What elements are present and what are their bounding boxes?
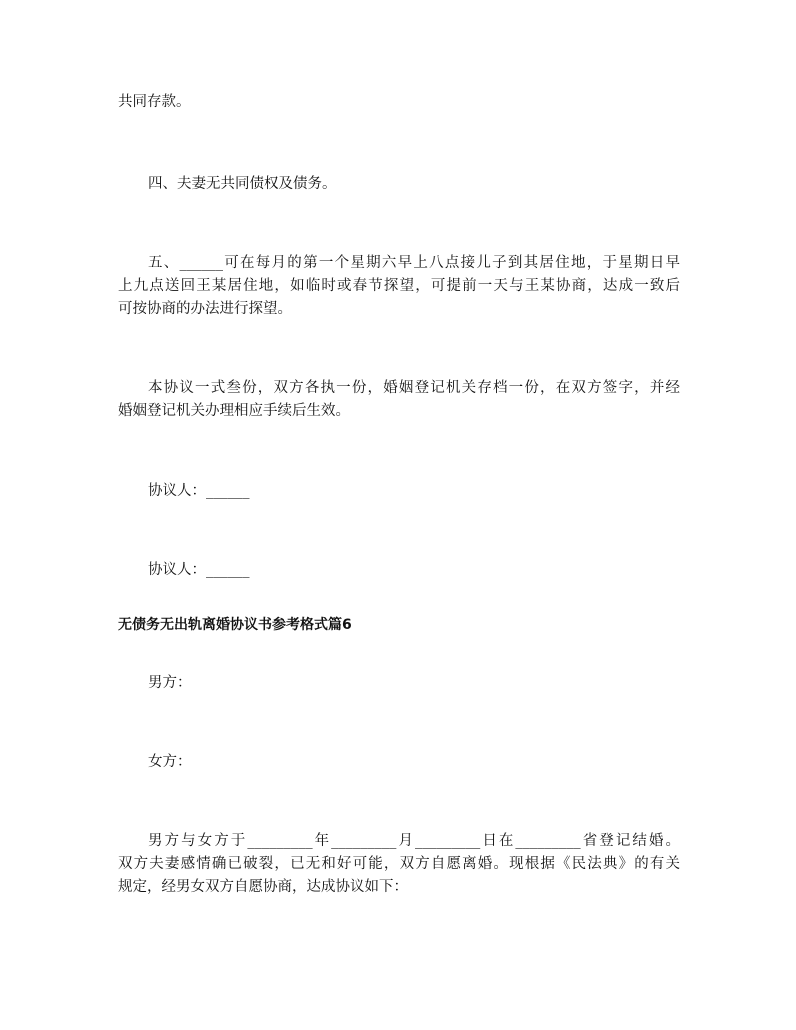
paragraph-line: 可按协商的办法进行探望。 (118, 301, 292, 317)
paragraph-line: 五、______可在每月的第一个星期六早上八点接儿子到其居住地，于星期日早 (148, 255, 680, 271)
paragraph-line: 本协议一式叁份，双方各执一份，婚姻登记机关存档一份，在双方签字，并经 (148, 380, 680, 396)
paragraph-line: 婚姻登记机关办理相应手续后生效。 (118, 403, 350, 419)
signature-line: 协议人：______ (148, 562, 250, 578)
paragraph-line: 共同存款。 (118, 94, 191, 110)
paragraph-line: 四、夫妻无共同债权及债务。 (148, 176, 337, 192)
paragraph-line: 女方： (148, 754, 192, 770)
paragraph-line: 男方与女方于_________年_________月_________日在_________省登记结婚。 (148, 833, 680, 849)
signature-line: 协议人：______ (148, 483, 250, 499)
paragraph-line: 上九点送回王某居住地，如临时或春节探望，可提前一天与王某协商，达成一致后 (118, 278, 680, 294)
section-heading: 无债务无出轨离婚协议书参考格式篇6 (118, 617, 352, 633)
paragraph-line: 双方夫妻感情确已破裂，已无和好可能，双方自愿离婚。现根据《民法典》的有关 (118, 856, 680, 872)
paragraph-line: 规定，经男女双方自愿协商，达成协议如下： (118, 879, 408, 895)
paragraph-line: 男方： (148, 675, 192, 691)
